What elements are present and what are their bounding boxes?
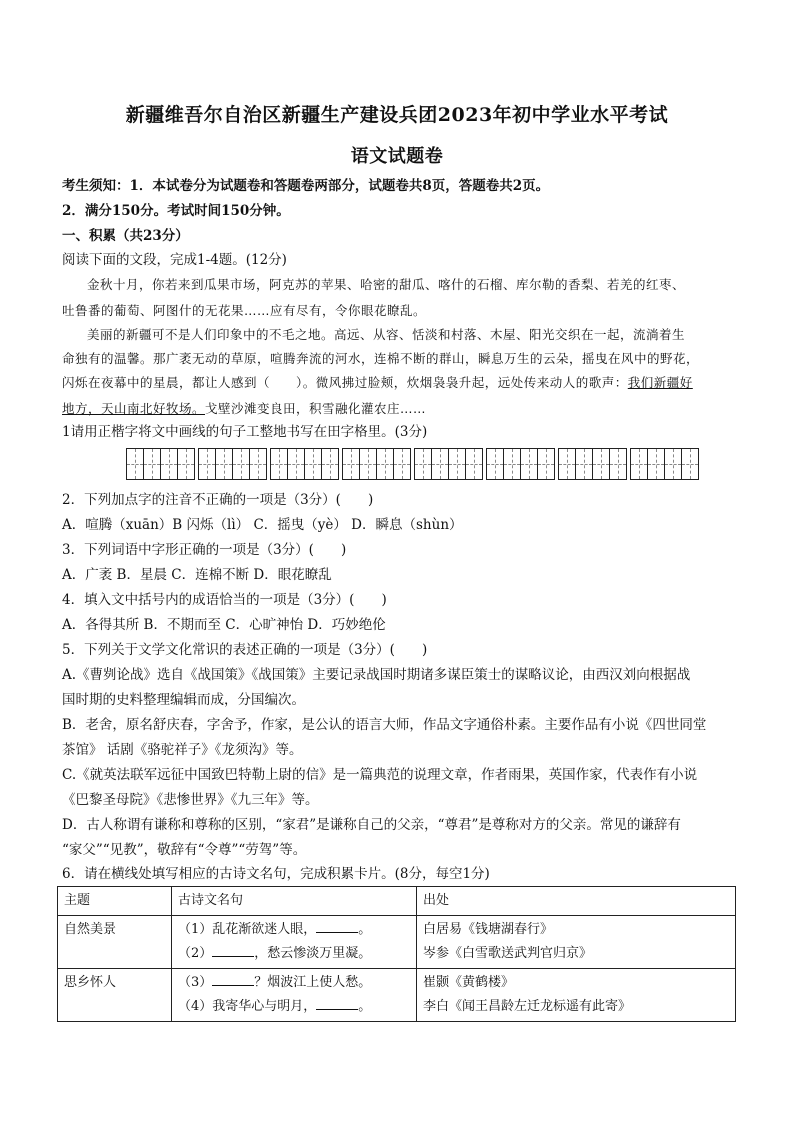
row-sources (417, 916, 736, 969)
verse-text: （1）乱花渐欲迷人眼， (178, 922, 317, 937)
table-row (58, 969, 736, 1022)
passage-para-1-line-2: 吐鲁番的葡萄、阿图什的无花果……应有尽有，令你眼花瞭乱。 (62, 303, 427, 318)
table-header-row (58, 887, 736, 916)
underlined-sentence-part-2: 地方，天山南北好牧场。 (62, 401, 206, 416)
question-2-options: A．喧腾（xuān）B 闪烁（lì） C．摇曳（yè） D．瞬息（shùn） (62, 517, 463, 533)
verse-text: （3） (178, 975, 213, 990)
row-theme: 思乡怀人 (58, 969, 172, 1022)
question-5-option-c-line-2: 《巴黎圣母院》《悲惨世界》《九三年》等。 (62, 792, 319, 808)
row-verses (172, 916, 417, 969)
question-5-option-b-line-1: B．老舍，原名舒庆春，字舍予，作家，是公认的语言大师，作品文字通俗朴素。主要作品有小说《四世同堂 (62, 717, 707, 733)
verse-text: ，愁云惨淡万里凝。 (254, 946, 372, 961)
table-row (58, 916, 736, 969)
source-line: 李白《闻王昌龄左迁龙标遥有此寄》 (423, 999, 632, 1014)
grid-box[interactable] (558, 448, 627, 480)
blank-2[interactable] (212, 942, 254, 957)
header-verse: 古诗文名句 (172, 887, 417, 916)
source-line: 岑参《白雪歌送武判官归京》 (423, 946, 593, 961)
verse-text: （4）我寄华心与明月， (178, 999, 317, 1014)
question-4: 4．填入文中括号内的成语恰当的一项是（3分）( ) (62, 592, 387, 608)
source-line: 白居易《钱塘湖春行》 (423, 922, 554, 937)
grid-box[interactable] (630, 448, 699, 480)
blank-1[interactable] (316, 918, 358, 933)
question-5-option-a-line-2: 国时期的史料整理编辑而成，分国编次。 (62, 692, 305, 708)
question-4-options: A．各得其所 B．不期而至 C．心旷神怡 D．巧妙绝伦 (62, 617, 386, 633)
verse-line (178, 971, 410, 995)
accumulation-card-table (57, 886, 736, 1022)
grid-box[interactable] (198, 448, 267, 480)
header-theme: 主题 (58, 887, 172, 916)
question-5-option-d-line-1: D．古人称谓有谦称和尊称的区别，“家君”是谦称自己的父亲，“尊君”是尊称对方的父亲。常见的谦辞有 (62, 817, 681, 833)
notice-line-2: 2．满分150分。考试时间150分钟。 (62, 203, 290, 219)
blank-4[interactable] (316, 995, 358, 1010)
verse-text: 。 (358, 999, 372, 1014)
section-intro: 阅读下面的文段，完成1-4题。(12分) (62, 252, 287, 268)
grid-box[interactable] (486, 448, 555, 480)
notice-line-1: 考生须知：1．本试卷分为试题卷和答题卷两部分，试题卷共8页，答题卷共2页。 (62, 178, 550, 194)
verse-line (178, 942, 410, 966)
writing-grid[interactable] (126, 448, 702, 480)
blank-3[interactable] (212, 971, 254, 986)
question-5-option-b-line-2: 茶馆》 话剧《骆驼祥子》《龙须沟》等。 (62, 742, 303, 758)
grid-box[interactable] (414, 448, 483, 480)
question-5: 5．下列关于文学文化常识的表述正确的一项是（3分）( ) (62, 642, 428, 658)
verse-text: 。 (358, 922, 372, 937)
exam-title: 新疆维吾尔自治区新疆生产建设兵团2023年初中学业水平考试 (125, 104, 669, 126)
verse-line (178, 918, 410, 942)
question-5-option-a-line-1: A.《曹刿论战》选自《战国策》《战国策》主要记录战国时期诸多谋臣策士的谋略议论，由西汉刘向根据战 (62, 667, 691, 683)
question-2: 2．下列加点字的注音不正确的一项是（3分）( ) (62, 492, 374, 508)
passage-para-2-line-2: 命独有的温馨。那广袤无动的草原，喧腾奔流的河水，连棉不断的群山，瞬息万生的云朵，摇曳在风中的野花， (62, 351, 700, 366)
section-heading: 一、积累（共23分） (62, 228, 189, 244)
source-line: 崔颢《黄鹤楼》 (423, 975, 515, 990)
question-3: 3．下列词语中字形正确的一项是（3分）( ) (62, 542, 347, 558)
question-5-option-c-line-1: C.《就英法联军远征中国致巴特勒上尉的信》是一篇典范的说理文章，作者雨果，英国作家，代表作有小说 (62, 767, 698, 783)
underlined-sentence-part-1: 我们新疆好 (627, 375, 693, 390)
verse-text: ？烟波江上使人愁。 (254, 975, 372, 990)
verse-line (178, 995, 410, 1019)
question-6: 6．请在横线处填写相应的古诗文名句，完成积累卡片。(8分，每空1分) (62, 866, 490, 882)
passage-text: 闪烁在夜幕中的星晨，都让人感到（ ）。微风拂过脸颊，炊烟袅袅升起，远处传来动人的歌声： (62, 375, 628, 390)
row-verses (172, 969, 417, 1022)
verse-text: （2） (178, 946, 213, 961)
grid-box[interactable] (270, 448, 339, 480)
passage-para-2-line-1: 美丽的新疆可不是人们印象中的不毛之地。高远、从容、恬淡和村落、木屋、阳光交织在一起，流淌着生 (87, 327, 686, 342)
exam-subtitle: 语文试题卷 (350, 146, 444, 167)
question-3-options: A．广袤 B．星晨 C．连棉不断 D．眼花瞭乱 (62, 567, 332, 583)
header-source: 出处 (417, 887, 736, 916)
grid-box[interactable] (126, 448, 195, 480)
grid-box[interactable] (342, 448, 411, 480)
question-1: 1请用正楷字将文中画线的句子工整地书写在田字格里。(3分) (62, 424, 428, 440)
passage-para-2-line-3 (62, 370, 738, 396)
passage-para-1-line-1: 金秋十月，你若来到瓜果市场，阿克苏的苹果、哈密的甜瓜、喀什的石榴、库尔勒的香梨、若羌的红枣、 (87, 277, 686, 292)
question-5-option-d-line-2: “家父”“见教”，敬辞有“令尊”“劳驾”等。 (62, 842, 307, 858)
passage-text: 戈壁沙滩变良田，积雪融化灌农庄…… (205, 401, 427, 416)
row-sources (417, 969, 736, 1022)
passage-para-2-line-4 (62, 396, 738, 422)
row-theme: 自然美景 (58, 916, 172, 969)
